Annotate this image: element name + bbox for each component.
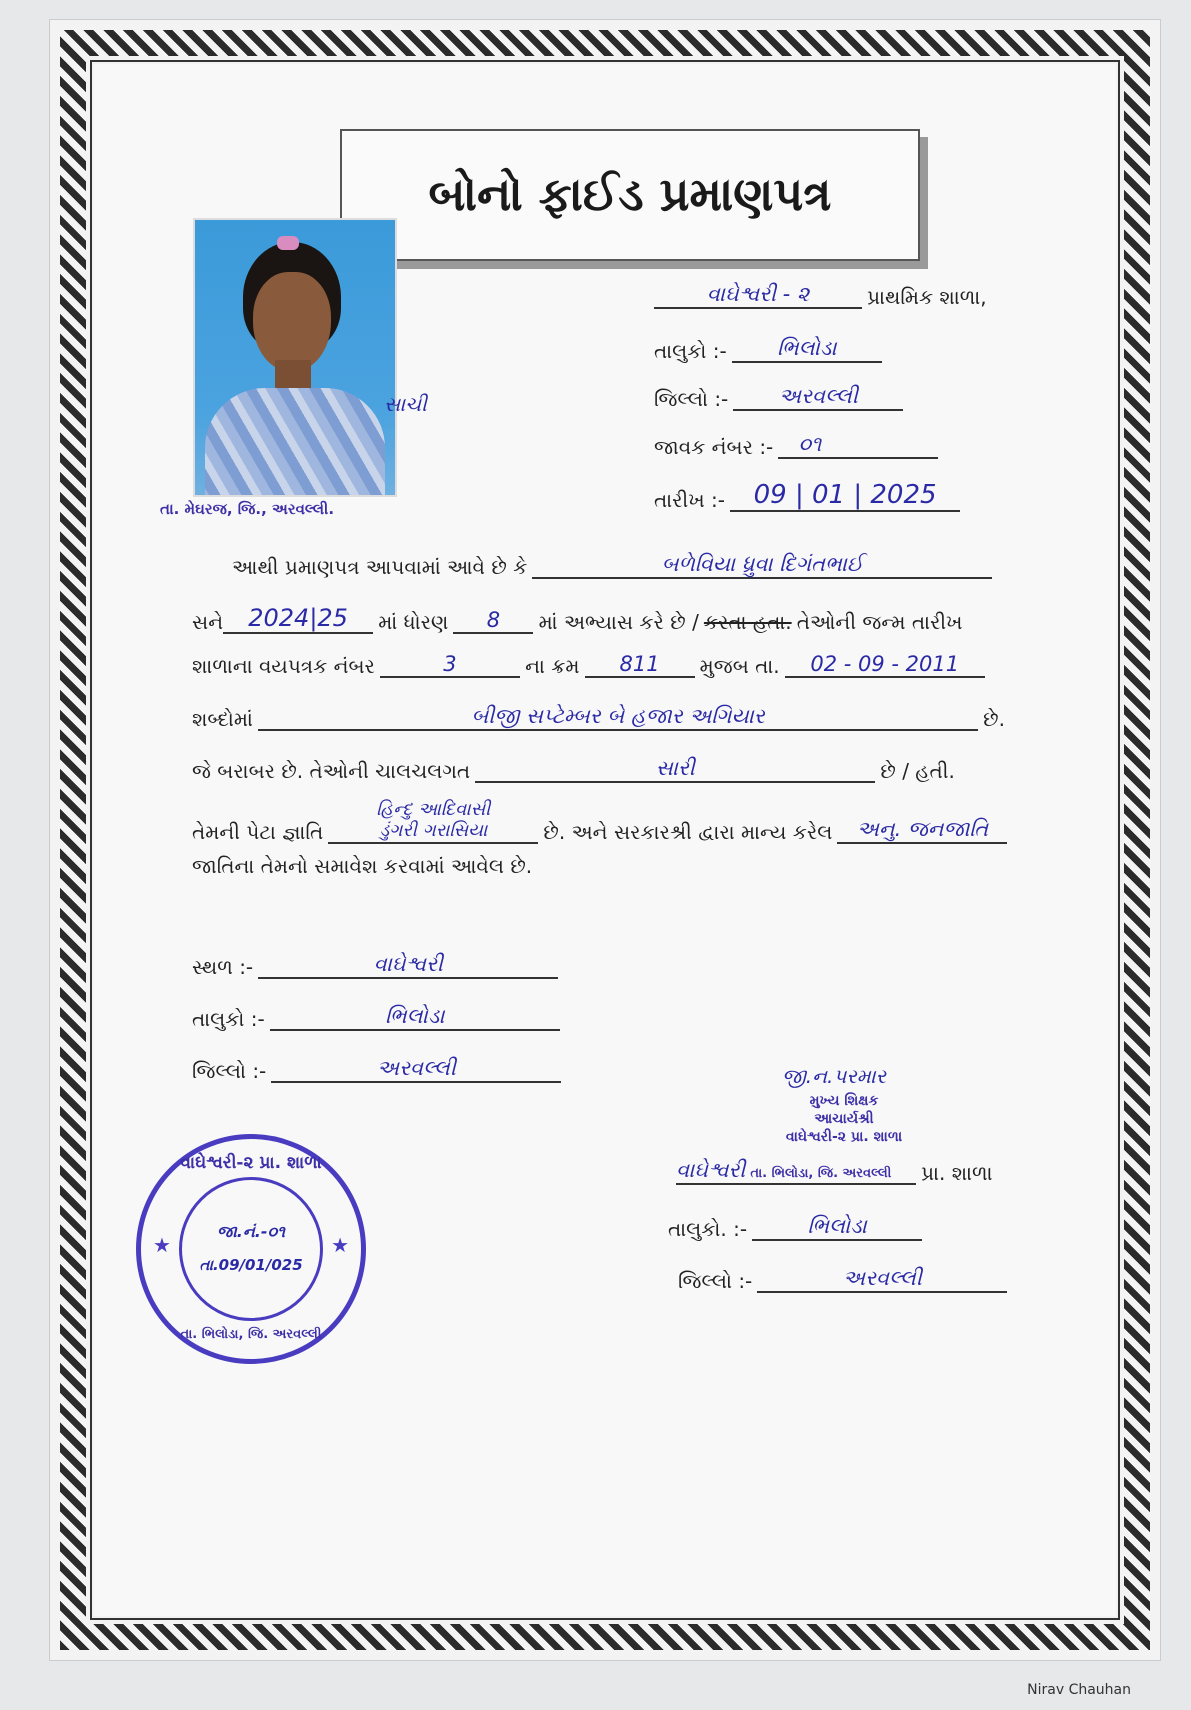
conduct: સારી	[475, 756, 875, 783]
school-round-stamp	[136, 1134, 366, 1364]
sign-taluka-line	[668, 1214, 922, 1241]
photo-credit: Nirav Chauhan	[1027, 1682, 1131, 1698]
certificate-sheet	[50, 20, 1160, 1660]
dob-in-words: બીજી સપ્ટેમ્બર બે હજાર અગિયાર	[258, 704, 978, 731]
sign-taluka-label: તાલુકો. :-	[668, 1217, 748, 1241]
body-line-3	[192, 652, 985, 678]
academic-year: 2024|25	[223, 604, 373, 634]
principal-stamp	[734, 1092, 954, 1146]
outward-value: ૦૧	[778, 432, 938, 459]
line5-a: જે બરાબર છે. તેઓની ચાલચલગત	[192, 759, 471, 783]
place-district-line	[192, 1056, 561, 1083]
sign-district-value: અરવલ્લી	[757, 1266, 1007, 1293]
date-label: તારીખ :-	[654, 488, 725, 512]
date-line	[654, 480, 960, 512]
body-line-5	[192, 756, 955, 783]
stamp-line-4: તા. ભિલોડા, જિ. અરવલ્લી	[750, 1166, 892, 1181]
stamp-line-3: આચાર્યશ્રી	[814, 1111, 874, 1127]
outward-label: જાવક નંબર :-	[654, 435, 774, 459]
taluka-label: તાલુકો :-	[654, 339, 727, 363]
line6-b: છે. અને સરકારશ્રી દ્વારા માન્ય કરેલ	[543, 820, 833, 844]
round-stamp-number: જા.નં.-૦૧	[217, 1222, 285, 1241]
place-taluka-value: ભિલોડા	[270, 1004, 560, 1031]
body-line-7	[192, 854, 532, 878]
round-stamp-inner	[179, 1177, 323, 1321]
place-taluka-line	[192, 1004, 560, 1031]
line2-d: તેઓની જન્મ તારીખ	[796, 610, 963, 634]
sign-school-suffix: પ્રા. શાળા	[921, 1161, 993, 1185]
standard: 8	[453, 608, 533, 634]
photo-attest-sign: સાચી	[384, 392, 427, 416]
place-district-label: જિલ્લો :-	[192, 1059, 267, 1083]
star-icon: ★	[153, 1233, 171, 1257]
principal-signature: જી.ન.પરમાર	[782, 1064, 887, 1088]
line2-strike: કરતા હતા.	[703, 610, 792, 634]
line2-c: માં અભ્યાસ કરે છે /	[538, 610, 699, 634]
district-label: જિલ્લો :-	[654, 387, 729, 411]
line4-end: છે.	[983, 707, 1005, 731]
photo-caption-stamp: તા. મેઘરજ, જિ., અરવલ્લી.	[160, 500, 335, 518]
body-line-1-label: આથી પ્રમાણપત્ર આપવામાં આવે છે કે	[232, 555, 528, 579]
district-line	[654, 384, 903, 411]
school-suffix: પ્રાથમિક શાળા,	[867, 285, 987, 309]
round-stamp-date: તા.09/01/025	[199, 1256, 303, 1274]
round-stamp-bottom: તા. ભિલોડા, જિ. અરવલ્લી	[180, 1327, 322, 1342]
sign-school-hand: વાઘેશ્વરી	[676, 1158, 746, 1182]
title-box	[340, 129, 920, 261]
body-line-6	[192, 800, 1007, 844]
serial-number: 811	[585, 652, 695, 678]
school-line	[654, 282, 987, 309]
place-taluka-label: તાલુકો :-	[192, 1007, 265, 1031]
district-value: અરવલ્લી	[733, 384, 903, 411]
place-district-value: અરવલ્લી	[271, 1056, 561, 1083]
place-line	[192, 952, 558, 979]
taluka-value: ભિલોડા	[732, 336, 882, 363]
line3-b: ના ક્રમ	[525, 654, 580, 678]
sign-school-value	[676, 1158, 916, 1185]
student-photo	[193, 218, 397, 497]
caste-bottom: ડુંગરી ગરાસિયા	[379, 820, 488, 841]
sign-district-label: જિલ્લો :-	[678, 1269, 753, 1293]
place-label: સ્થળ :-	[192, 955, 254, 979]
sub-caste-box	[328, 800, 538, 844]
certificate-body	[94, 64, 1116, 1616]
category: અનુ. જનજાતિ	[837, 817, 1007, 844]
sign-taluka-value: ભિલોડા	[752, 1214, 922, 1241]
line5-end: છે / હતી.	[880, 759, 955, 783]
date-value: 09 | 01 | 2025	[730, 480, 960, 512]
line2-b: માં ધોરણ	[378, 610, 449, 634]
star-icon: ★	[331, 1233, 349, 1257]
line3-c: મુજબ તા.	[699, 654, 780, 678]
line6-a: તેમની પેટા જ્ઞાતિ	[192, 820, 324, 844]
line2-a: સને	[192, 610, 224, 634]
taluka-line	[654, 336, 882, 363]
student-name: બળેવિયા ધ્રુવા દિગંતભાઈ	[532, 552, 992, 579]
sign-district-line	[678, 1266, 1007, 1293]
school-name-handwritten: વાઘેશ્વરી - ૨	[654, 282, 862, 309]
body-line-2	[192, 604, 962, 634]
certificate-title: બોનો ફાઈડ પ્રમાણપત્ર	[428, 167, 832, 221]
body-line-1	[232, 552, 992, 579]
date-of-birth: 02 - 09 - 2011	[785, 652, 985, 678]
line3-a: શાળાના વયપત્રક નંબર	[192, 654, 375, 678]
register-number: 3	[380, 652, 520, 678]
place-value: વાઘેશ્વરી	[258, 952, 558, 979]
sign-school-line	[676, 1158, 993, 1185]
line4-a: શબ્દોમાં	[192, 707, 253, 731]
stamp-line-2: વાઘેશ્વરી-૨ પ્રા. શાળા	[785, 1129, 903, 1145]
line7: જાતિના તેમનો સમાવેશ કરવામાં આવેલ છે.	[192, 854, 533, 878]
caste-top: હિન્દુ આદિવાસી	[376, 799, 491, 820]
round-stamp-top: વાઘેશ્વરી-૨ પ્રા. શાળા	[180, 1153, 322, 1173]
outward-line	[654, 432, 938, 459]
stamp-line-1: મુખ્ય શિક્ષક	[809, 1093, 879, 1109]
body-line-4	[192, 704, 1005, 731]
